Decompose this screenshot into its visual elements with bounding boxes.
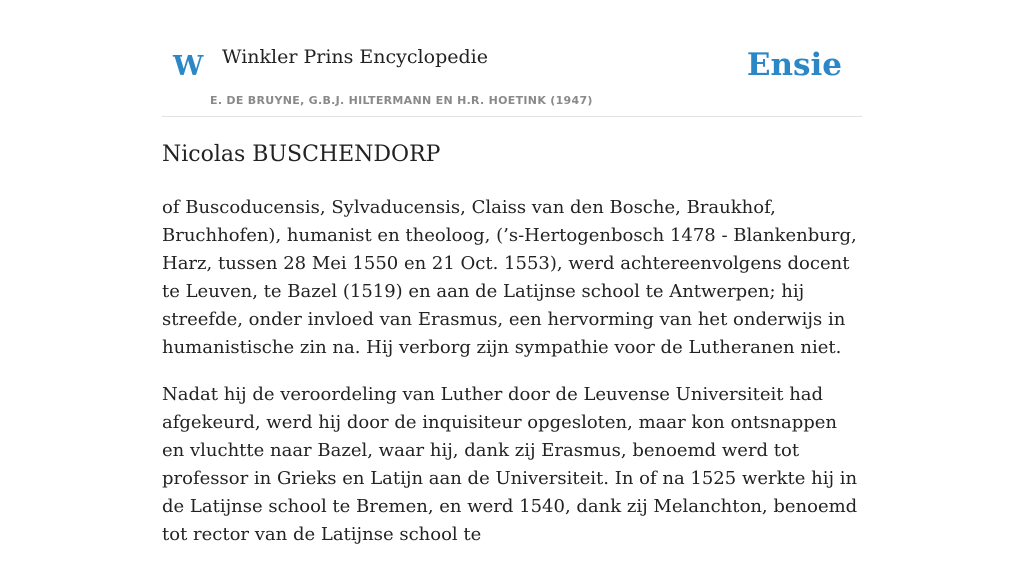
site-logo-icon[interactable]: W	[173, 51, 204, 82]
article-paragraph-1: of Buscoducensis, Sylvaducensis, Claiss van den Bosche, Braukhof, Bruchhofen), humanist en theoloog, (’s-Hertogenbosch 1478 - Blankenburg, Harz, tussen 28 Mei 1550 en 21 Oct. 1553), werd achtereenvolgens docent te Leuven, te Bazel (1519) en aan de Latijnse school te Antwerpen; hij streefde, onder invloed van Erasmus, een hervorming van het onderwijs in humanistische zin na. Hij verborg zijn sympathie voor de Lutheranen niet.	[162, 197, 857, 358]
site-header	[162, 0, 862, 117]
article-paragraph-2: Nadat hij de veroordeling van Luther door de Leuvense Universiteit had afgekeurd, werd hij door de inquisiteur opgesloten, maar kon ontsnappen en vluchtte naar Bazel, waar hij, dank zij Erasmus, benoemd werd tot professor in Grieks en Latijn aan de Universiteit. In of na 1525 werkte hij in de Latijnse school te Bremen, en werd 1540, dank zij Melanchton, benoemd tot rector van de Latijnse school te	[162, 384, 858, 545]
site-title[interactable]: Winkler Prins Encyclopedie	[222, 46, 488, 68]
source-subtitle: E. DE BRUYNE, G.B.J. HILTERMANN EN H.R. HOETINK (1947)	[210, 94, 593, 107]
article-content	[162, 138, 862, 568]
ensie-logo[interactable]: Ensie	[746, 47, 842, 83]
article-title: Nicolas BUSCHENDORP	[162, 142, 441, 167]
